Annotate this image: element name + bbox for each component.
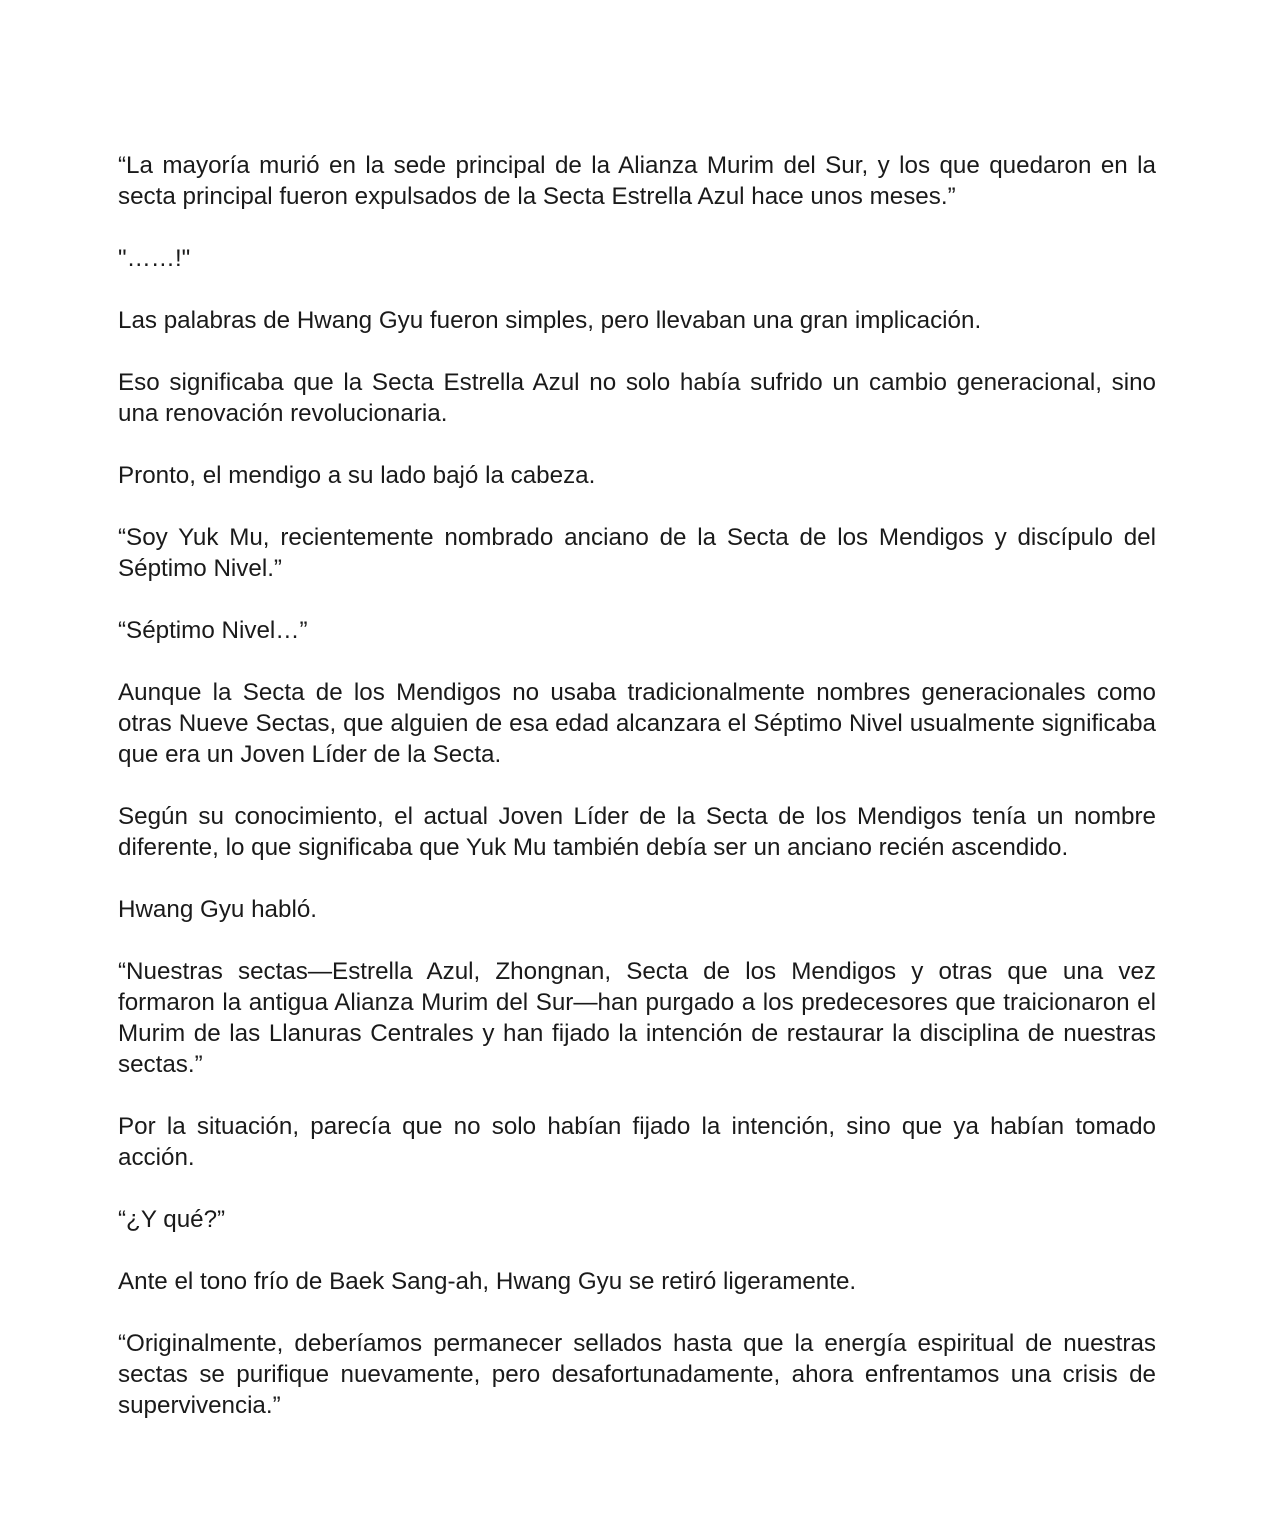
paragraph: Hwang Gyu habló. xyxy=(118,896,317,923)
paragraph: Pronto, el mendigo a su lado bajó la cabeza. xyxy=(118,462,596,489)
paragraph: “La mayoría murió en la sede principal de la Alianza Murim del Sur, y los que quedaron en la secta principal fueron expulsados de la Secta Estrella Azul hace unos meses.” xyxy=(118,152,1156,210)
paragraph: “¿Y qué?” xyxy=(118,1206,226,1233)
paragraph: Las palabras de Hwang Gyu fueron simples, pero llevaban una gran implicación. xyxy=(118,307,982,334)
paragraph: Aunque la Secta de los Mendigos no usaba tradicionalmente nombres generacionales como otras Nueve Sectas, que alguien de esa edad alcanzara el Séptimo Nivel usualmente significaba que era un Joven Líder de la Secta. xyxy=(118,679,1156,768)
paragraph: "……!" xyxy=(118,245,191,272)
document-page xyxy=(118,150,1156,1421)
paragraph: “Nuestras sectas—Estrella Azul, Zhongnan, Secta de los Mendigos y otras que una vez formaron la antigua Alianza Murim del Sur—han purgado a los predecesores que traicionaron el Murim de las Llanuras Centrales y han fijado la intención de restaurar la disciplina de nuestras sectas.” xyxy=(118,958,1156,1078)
paragraph: “Soy Yuk Mu, recientemente nombrado anciano de la Secta de los Mendigos y discípulo del Séptimo Nivel.” xyxy=(118,524,1156,582)
paragraph: Eso significaba que la Secta Estrella Azul no solo había sufrido un cambio generacional, sino una renovación revolucionaria. xyxy=(118,369,1156,427)
paragraph: “Séptimo Nivel…” xyxy=(118,617,308,644)
paragraph: Por la situación, parecía que no solo habían fijado la intención, sino que ya habían tomado acción. xyxy=(118,1113,1156,1171)
paragraph: Ante el tono frío de Baek Sang-ah, Hwang Gyu se retiró ligeramente. xyxy=(118,1268,857,1295)
paragraph: “Originalmente, deberíamos permanecer sellados hasta que la energía espiritual de nuestras sectas se purifique nuevamente, pero desafortunadamente, ahora enfrentamos una crisis de supervivencia.” xyxy=(118,1330,1156,1419)
paragraph: Según su conocimiento, el actual Joven Líder de la Secta de los Mendigos tenía un nombre diferente, lo que significaba que Yuk Mu también debía ser un anciano recién ascendido. xyxy=(118,803,1156,861)
